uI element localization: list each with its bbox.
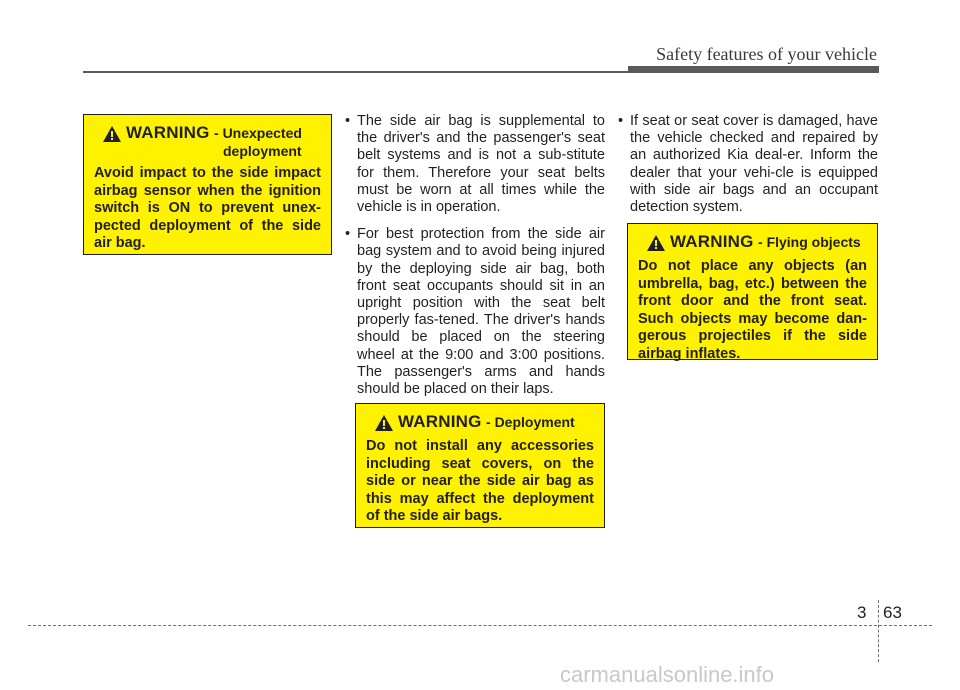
warning-box-deployment — [355, 403, 605, 528]
warning-header — [366, 412, 594, 432]
warning-body: Do not place any objects (an umbrella, bag, etc.) between the front door and the front seat. Such objects may become dan-gerous projectiles if the side airbag inflates. — [638, 258, 867, 362]
list-item: • If seat or seat cover is damaged, have the vehicle checked and repaired by an authorized Kia deal-er. Inform the dealer that your vehi-cle is equipped with side air bags and an occupant detection system. — [618, 113, 878, 216]
bullet-text: The side air bag is supplemental to the driver's and the passenger's seat belt systems and is not a sub-stitute for them. Therefore your seat belts must be worn at all times while the vehicle is in operation. — [357, 113, 605, 216]
warning-header — [94, 123, 321, 159]
warning-label: WARNING — [670, 232, 754, 251]
warning-box-unexpected-deployment — [83, 114, 332, 255]
warning-label: WARNING — [398, 412, 482, 431]
section-title: Safety features of your vehicle — [656, 44, 877, 64]
warning-body: Do not install any accessories including seat covers, on the side or near the side air bag as this may affect the deployment of the side air bags. — [366, 438, 594, 524]
warning-header — [638, 232, 867, 252]
watermark: carmanualsonline.info — [560, 662, 775, 687]
warning-box-flying-objects — [627, 223, 878, 360]
bullet-text: For best protection from the side air bag system and to avoid being injured by the deploying side air bag, both front seat occupants should sit in an upright position with the seat belt properly fas-tened. The driver's hands should be placed on the steering wheel at the 9:00 and 3:00 positions. The passenger's arms and hands should be placed on their laps. — [357, 226, 605, 398]
warning-label: WARNING — [126, 123, 210, 142]
chapter-number: 3 — [857, 603, 867, 622]
right-bullet-list — [616, 113, 878, 226]
warning-subtitle: - Flying objects — [758, 234, 861, 250]
list-item: • The side air bag is supplemental to the driver's and the passenger's seat belt systems and is not a sub-stitute for them. Therefore your seat belts must be worn at all times while the vehicle is in operation. — [345, 113, 605, 216]
footer-rule — [28, 625, 932, 626]
bullet-text: If seat or seat cover is damaged, have the vehicle checked and repaired by an authorized Kia deal-er. Inform the dealer that your vehi-cle is equipped with side air bags and an occupant detection system. — [630, 113, 878, 216]
warning-subtitle: - Unexpected — [214, 125, 302, 141]
warning-subtitle-cont: deployment — [223, 143, 302, 159]
warning-body: Avoid impact to the side impact airbag sensor when the ignition switch is ON to prevent unex-pected deployment of the side air bag. — [94, 165, 321, 251]
list-item: • For best protection from the side air bag system and to avoid being injured by the deploying side air bag, both front seat occupants should sit in an upright position with the seat belt properly fas-tened. The driver's hands should be placed on the steering wheel at the 9:00 and 3:00 positions. The passenger's arms and hands should be placed on their laps. — [345, 226, 605, 398]
footer-divider — [878, 600, 879, 662]
warning-triangle-icon — [646, 234, 666, 252]
page-number: 63 — [883, 603, 902, 622]
warning-subtitle: - Deployment — [486, 414, 575, 430]
warning-triangle-icon — [102, 125, 122, 143]
header-rule-accent — [628, 66, 879, 73]
warning-triangle-icon — [374, 414, 394, 432]
middle-bullet-list — [343, 113, 605, 408]
